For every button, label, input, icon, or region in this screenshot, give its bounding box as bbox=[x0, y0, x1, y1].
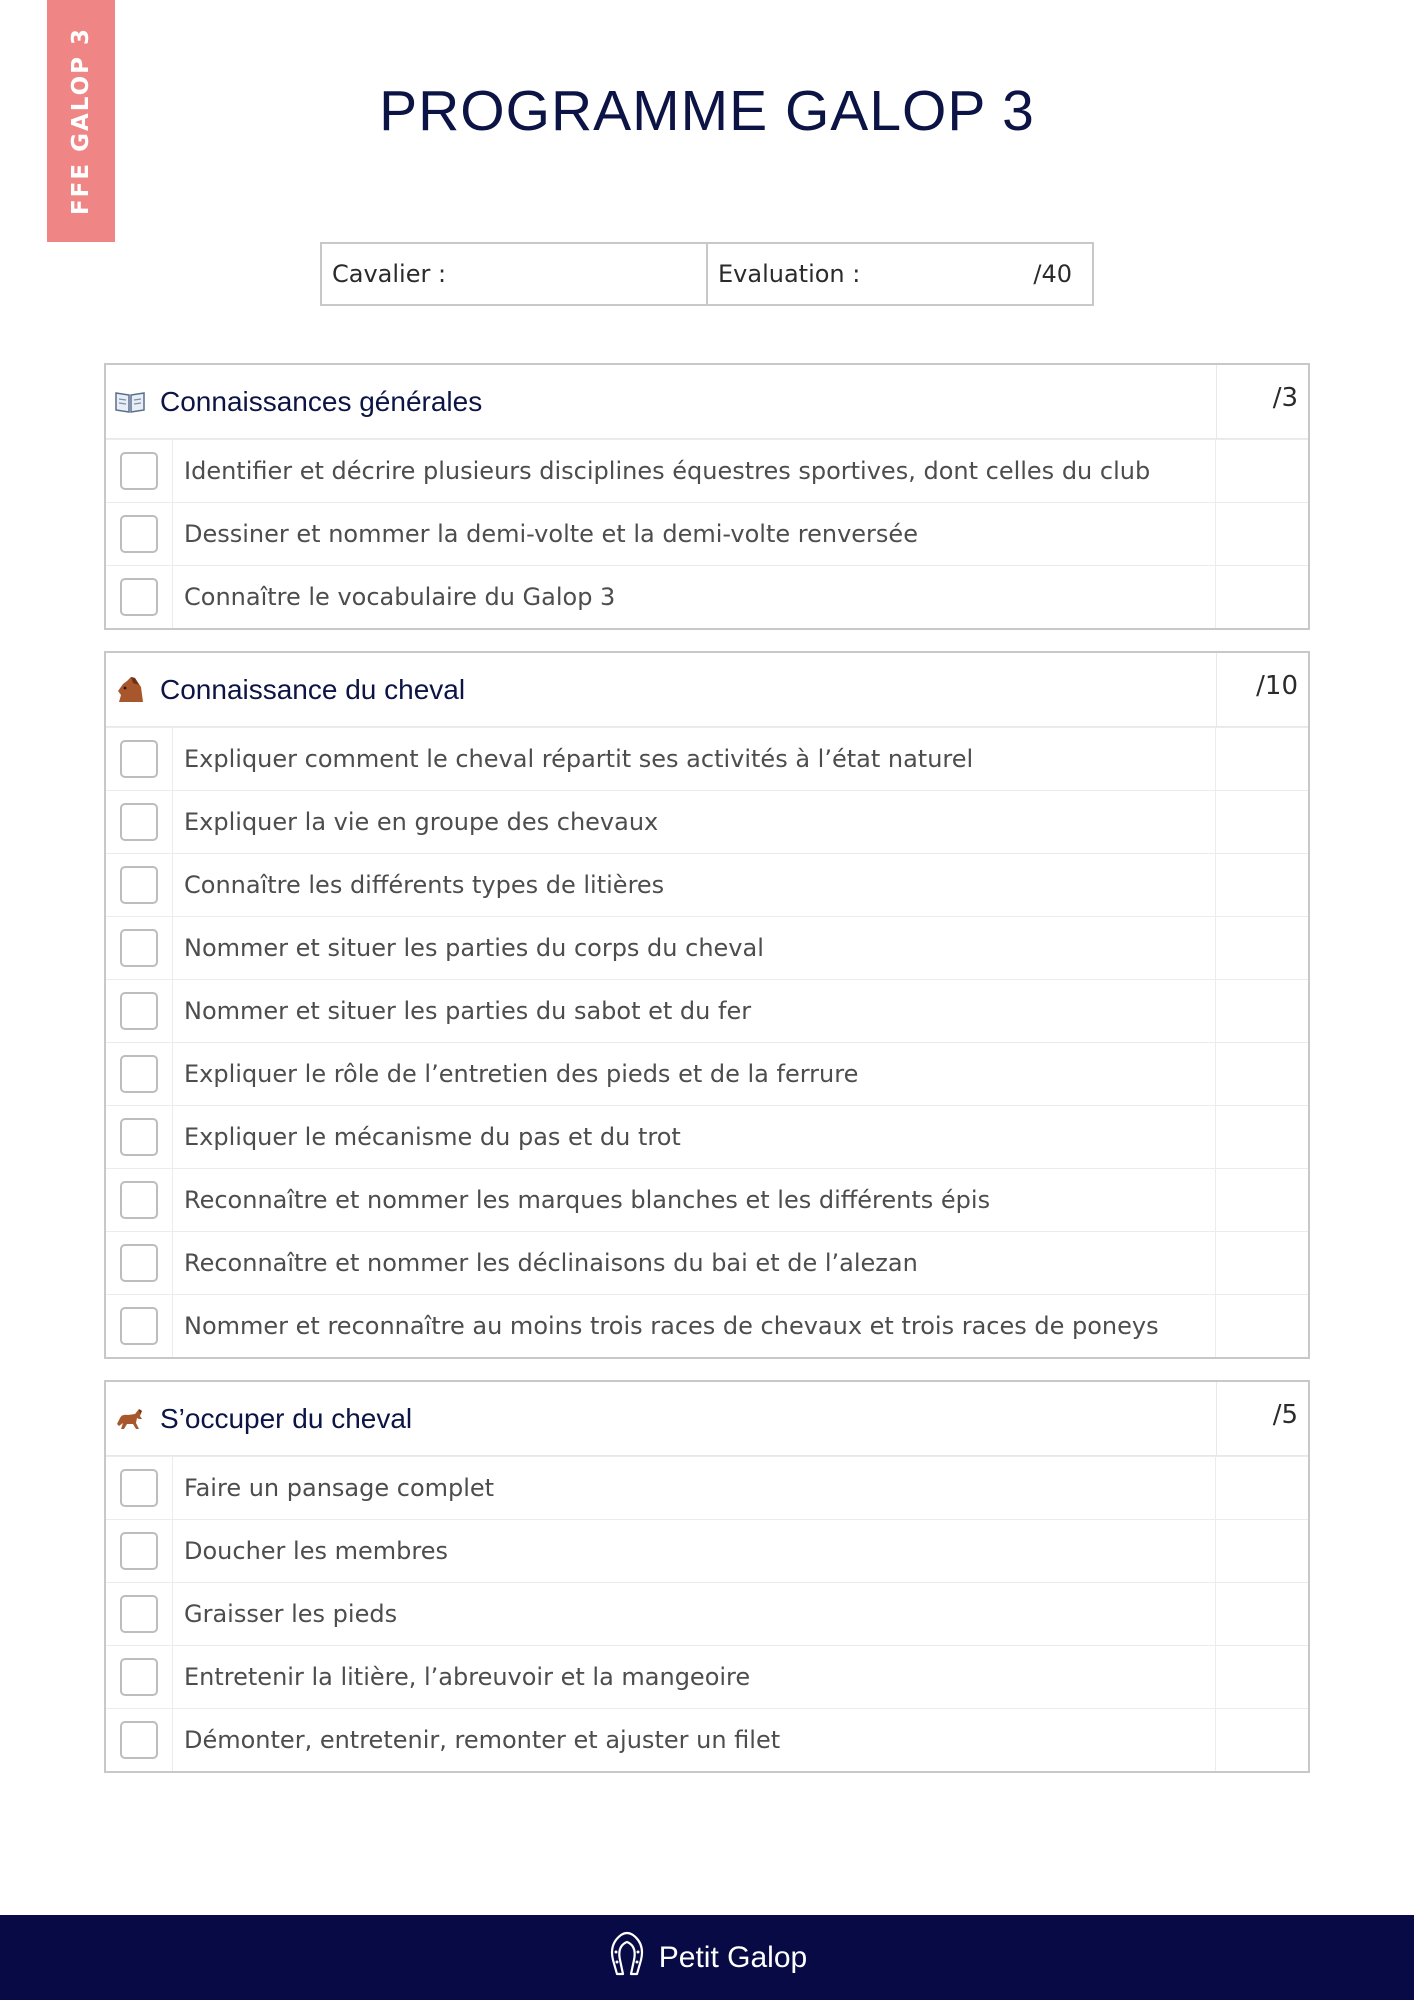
section-score: /5 bbox=[1216, 1382, 1308, 1455]
item-label: Connaître le vocabulaire du Galop 3 bbox=[184, 583, 616, 611]
item-score-cell bbox=[1215, 1169, 1308, 1231]
item-checkbox[interactable] bbox=[120, 803, 158, 841]
section-header bbox=[106, 1382, 1308, 1456]
section-header bbox=[106, 365, 1308, 439]
evaluation-header bbox=[320, 242, 1094, 306]
item-checkbox[interactable] bbox=[120, 1532, 158, 1570]
checklist-item bbox=[106, 565, 1308, 628]
section-general-knowledge bbox=[104, 363, 1310, 630]
item-score-cell bbox=[1215, 1709, 1308, 1771]
item-label: Faire un pansage complet bbox=[184, 1474, 495, 1502]
item-checkbox[interactable] bbox=[120, 1244, 158, 1282]
item-label: Nommer et reconnaître au moins trois races de chevaux et trois races de poneys bbox=[184, 1312, 1159, 1340]
item-label: Dessiner et nommer la demi-volte et la demi-volte renversée bbox=[184, 520, 918, 548]
checklist-item bbox=[106, 790, 1308, 853]
item-checkbox[interactable] bbox=[120, 1118, 158, 1156]
item-label: Doucher les membres bbox=[184, 1537, 448, 1565]
item-checkbox[interactable] bbox=[120, 1055, 158, 1093]
item-label: Démonter, entretenir, remonter et ajuster un filet bbox=[184, 1726, 781, 1754]
checklist-item bbox=[106, 1519, 1308, 1582]
item-score-cell bbox=[1215, 566, 1308, 628]
checklist-item bbox=[106, 1168, 1308, 1231]
item-label: Expliquer le mécanisme du pas et du trot bbox=[184, 1123, 681, 1151]
item-checkbox[interactable] bbox=[120, 578, 158, 616]
item-checkbox[interactable] bbox=[120, 740, 158, 778]
item-checkbox[interactable] bbox=[120, 1658, 158, 1696]
brand-logo[interactable] bbox=[607, 1930, 807, 1986]
item-score-cell bbox=[1215, 1232, 1308, 1294]
checklist-item bbox=[106, 727, 1308, 790]
item-score-cell bbox=[1215, 917, 1308, 979]
item-label: Graisser les pieds bbox=[184, 1600, 398, 1628]
item-checkbox[interactable] bbox=[120, 992, 158, 1030]
item-score-cell bbox=[1215, 1043, 1308, 1105]
item-label: Nommer et situer les parties du sabot et du fer bbox=[184, 997, 752, 1025]
book-icon bbox=[114, 387, 146, 417]
horse-head-icon bbox=[114, 675, 146, 705]
checklist-item bbox=[106, 1582, 1308, 1645]
checklist-item bbox=[106, 1294, 1308, 1357]
page-title: PROGRAMME GALOP 3 bbox=[379, 79, 1035, 143]
rider-field[interactable] bbox=[322, 244, 706, 304]
horse-icon bbox=[114, 1404, 146, 1434]
item-label: Expliquer comment le cheval répartit ses activités à l’état naturel bbox=[184, 745, 974, 773]
item-checkbox[interactable] bbox=[120, 1181, 158, 1219]
item-score-cell bbox=[1215, 1520, 1308, 1582]
checklist-item bbox=[106, 1708, 1308, 1771]
checklist-item bbox=[106, 853, 1308, 916]
item-score-cell bbox=[1215, 854, 1308, 916]
item-label: Identifier et décrire plusieurs disciplines équestres sportives, dont celles du club bbox=[184, 457, 1151, 485]
horseshoe-logo-icon bbox=[607, 1930, 647, 1986]
evaluation-field[interactable] bbox=[706, 244, 1092, 304]
item-label: Reconnaître et nommer les déclinaisons du bai et de l’alezan bbox=[184, 1249, 918, 1277]
item-label: Expliquer le rôle de l’entretien des pieds et de la ferrure bbox=[184, 1060, 859, 1088]
item-checkbox[interactable] bbox=[120, 866, 158, 904]
checklist-item bbox=[106, 916, 1308, 979]
checklist-item bbox=[106, 502, 1308, 565]
item-checkbox[interactable] bbox=[120, 1469, 158, 1507]
evaluation-label: Evaluation : bbox=[718, 260, 861, 288]
item-score-cell bbox=[1215, 791, 1308, 853]
checklist-item bbox=[106, 1042, 1308, 1105]
section-score: /10 bbox=[1216, 653, 1308, 726]
checklist-item bbox=[106, 1105, 1308, 1168]
item-score-cell bbox=[1215, 440, 1308, 502]
section-horse-knowledge bbox=[104, 651, 1310, 1359]
side-tab-label: FFE GALOP 3 bbox=[68, 26, 95, 216]
section-title: S’occuper du cheval bbox=[160, 1402, 413, 1434]
checklist-item bbox=[106, 1645, 1308, 1708]
item-score-cell bbox=[1215, 1583, 1308, 1645]
item-score-cell bbox=[1215, 1106, 1308, 1168]
item-label: Expliquer la vie en groupe des chevaux bbox=[184, 808, 659, 836]
checklist-item bbox=[106, 979, 1308, 1042]
checklist-item bbox=[106, 439, 1308, 502]
section-header bbox=[106, 653, 1308, 727]
section-score: /3 bbox=[1216, 365, 1308, 438]
item-label: Nommer et situer les parties du corps du cheval bbox=[184, 934, 764, 962]
item-score-cell bbox=[1215, 728, 1308, 790]
item-checkbox[interactable] bbox=[120, 452, 158, 490]
item-checkbox[interactable] bbox=[120, 1307, 158, 1345]
item-score-cell bbox=[1215, 980, 1308, 1042]
footer bbox=[0, 1915, 1414, 2000]
item-score-cell bbox=[1215, 1295, 1308, 1357]
item-label: Reconnaître et nommer les marques blanches et les différents épis bbox=[184, 1186, 991, 1214]
item-label: Entretenir la litière, l’abreuvoir et la mangeoire bbox=[184, 1663, 751, 1691]
item-score-cell bbox=[1215, 1646, 1308, 1708]
item-checkbox[interactable] bbox=[120, 929, 158, 967]
section-horse-care bbox=[104, 1380, 1310, 1773]
rider-label: Cavalier : bbox=[332, 260, 447, 288]
section-title: Connaissances générales bbox=[160, 385, 483, 417]
evaluation-total: /40 bbox=[1033, 260, 1072, 288]
item-score-cell bbox=[1215, 1457, 1308, 1519]
item-score-cell bbox=[1215, 503, 1308, 565]
checklist-item bbox=[106, 1231, 1308, 1294]
item-label: Connaître les différents types de litières bbox=[184, 871, 665, 899]
item-checkbox[interactable] bbox=[120, 1721, 158, 1759]
item-checkbox[interactable] bbox=[120, 515, 158, 553]
item-checkbox[interactable] bbox=[120, 1595, 158, 1633]
brand-name: Petit Galop bbox=[658, 1940, 808, 1974]
checklist-item bbox=[106, 1456, 1308, 1519]
section-title: Connaissance du cheval bbox=[160, 673, 466, 705]
